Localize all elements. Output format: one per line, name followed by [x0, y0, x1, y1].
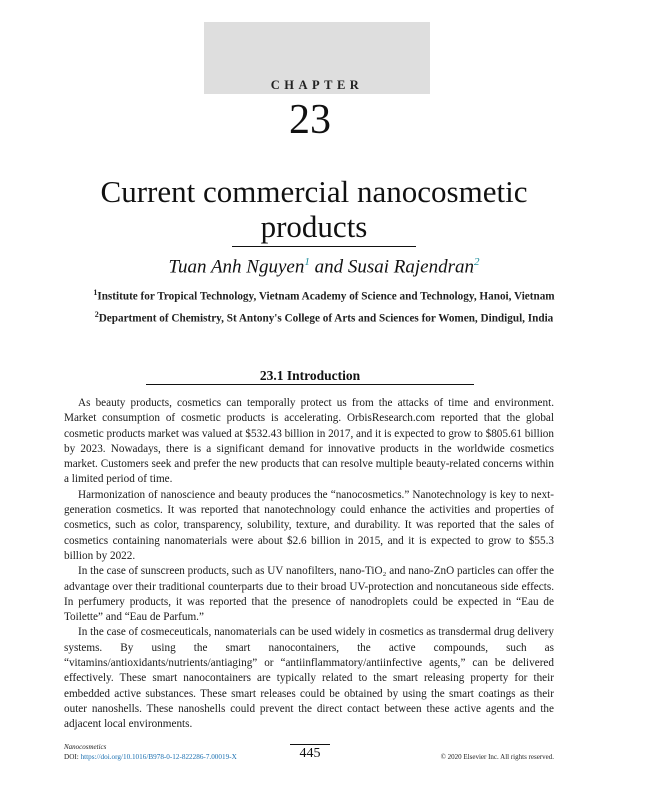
- section-rule: [146, 384, 474, 385]
- author-line: [60, 256, 588, 278]
- section-heading: 23.1 Introduction: [259, 368, 361, 383]
- affil-2-sup: 2: [94, 309, 99, 319]
- chapter-title: [60, 174, 568, 244]
- doi-label: DOI:: [64, 753, 81, 761]
- chapter-title-line2: products: [260, 209, 368, 244]
- page-number: 445: [299, 746, 321, 761]
- footer-journal: Nanocosmetics: [64, 743, 107, 751]
- body-text: [64, 396, 554, 733]
- author-conj: and: [309, 256, 348, 278]
- affil-1: Institute for Tropical Technology, Vietnam Academy of Science and Technology, Hanoi, Vietnam: [97, 290, 555, 303]
- affil-2: Department of Chemistry, St Antony's College of Arts and Sciences for Women, Dindigul, India: [98, 312, 554, 325]
- paragraph-4: In the case of cosmeceuticals, nanomaterials can be used widely in cosmetics as transdermal drug delivery systems. By using the smart nanocontainers, the active compounds, such as “vitamins/antioxidants/nutrients/antiaging” or “antiinflammatory/antiinfective agents,” can be delivered effectively. These smart nanocontainers are typically related to the smart releasing property for their embedded active substances. These smart releases could be obtained by using the smart coatings as their outer nanoshells. These nanoshells could prevent the direct contact between these active agents and the adjacent local environments.: [64, 626, 554, 731]
- author-2-sup: 2: [473, 256, 480, 268]
- chapter-number: 23: [289, 97, 331, 143]
- affil-1-sup: 1: [93, 288, 98, 297]
- paragraph-3: In the case of sunscreen products, such as UV nanofilters, nano-TiO₂ and nano-ZnO particles can offer the advantage over their traditional counterparts due to their broad UV-protection and noncutaneous side effects. In perfumery products, it was reported that the presence of nanodroplets could be expected in “Eau de Toilette” and “Eau de Parfum.”: [64, 565, 554, 624]
- title-rule: [232, 246, 416, 247]
- author-2: Susai Rajendran: [347, 256, 474, 278]
- footer-doi: [64, 753, 237, 761]
- doi-link[interactable]: https://doi.org/10.1016/B978-0-12-822286-7.00019-X: [80, 753, 237, 761]
- chapter-title-line1: Current commercial nanocosmetic: [100, 174, 528, 209]
- chapter-label: CHAPTER: [270, 78, 364, 92]
- paragraph-2: Harmonization of nanoscience and beauty produces the “nanocosmetics.” Nanotechnology is key to next-generation cosmetics. It was reported that nanotechnology could enhance the activities and properties of cosmetics, such as color, transparency, solubility, texture, and durability. It was reported that the sales of cosmetics containing nanomaterials were about $2.6 billion in 2015, and it is expected to grow to $55.3 billion by 2022.: [64, 488, 554, 562]
- affiliations: [76, 284, 572, 327]
- author-1: Tuan Anh Nguyen: [168, 256, 305, 278]
- copyright: © 2020 Elsevier Inc. All rights reserved.: [440, 753, 554, 761]
- paragraph-1: As beauty products, cosmetics can temporally protect us from the attacks of time and environment. Market consumption of cosmetic products is accelerating. OrbisResearch.com reported that the global cosmetic products market was valued at $532.43 billion in 2017, and it is expected to grow to $805.61 billion by 2023. Nowadays, there is a significant demand for innovative products in the worldwide cosmetics market. Customers seek and prefer the new products that can resolve multiple beauty-related concerns within a limited period of time.: [64, 397, 554, 486]
- page-number-rule: [290, 744, 330, 745]
- author-1-sup: 1: [304, 256, 310, 268]
